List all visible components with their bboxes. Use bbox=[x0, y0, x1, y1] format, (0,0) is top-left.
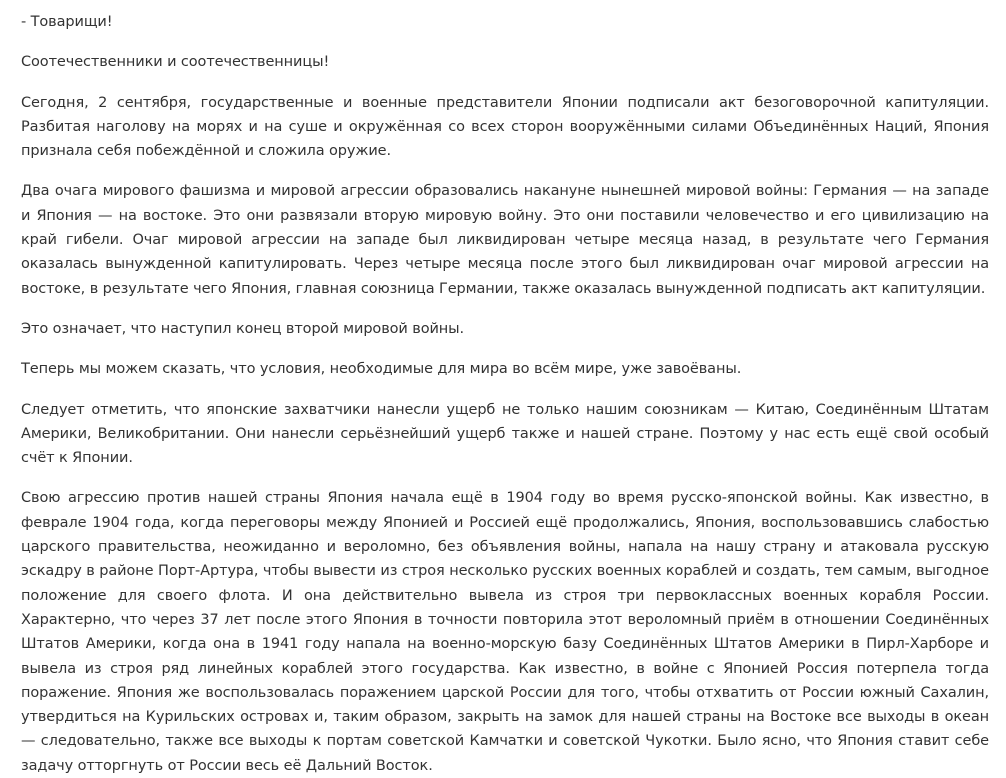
greeting-paragraph: - Товарищи! bbox=[21, 14, 113, 30]
history-paragraph: Свою агрессию против нашей страны Япония начала ещё в 1904 году во время русско-японской войны. Как известно, в феврале 1904 года, когда переговоры между Японией и Россией ещё продолжались, Япония, воспользовавшись слабостью царского правительства, неожиданно и вероломно, без объявления войны, напала на нашу страну и атаковала русскую эскадру в районе Порт-Артура, чтобы вывести из строя несколько русских военных кораблей и создать, тем самым, выгодное положение для своего флота. И она действительно вывела из строя три первоклассных военных корабля России. Характерно, что через 37 лет после этого Япония в точности повторила этот вероломный приём в отношении Соединённых Штатов Америки, когда она в 1941 году напала на военно-морскую базу Соединённых Штатов Америки в Пирл-Харборе и вывела из строя ряд линейных кораблей этого государства. Как известно, в войне с Японией Россия потерпела тогда поражение. Япония же воспользовалась поражением царской России для того, чтобы отхватить от России южный Сахалин, утвердиться на Курильских островах и, таким образом, закрыть на замок для нашей страны на Востоке все выходы в океан — следовательно, также все выходы к портам советской Камчатки и советской Чукотки. Было ясно, что Япония ставит себе задачу отторгнуть от России весь её Дальний Восток. bbox=[21, 490, 989, 774]
address-paragraph: Соотечественники и соотечественницы! bbox=[21, 54, 330, 71]
special-account-paragraph: Следует отметить, что японские захватчики нанесли ущерб не только нашим союзникам — Китаю, Соединённым Штатам Америки, Великобритании. Они нанесли серьёзнейший ущерб также и нашей стране. Поэтому у нас есть ещё свой особый счёт к Японии. bbox=[21, 401, 989, 467]
peace-conditions-paragraph: Теперь мы можем сказать, что условия, необходимые для мира во всём мире, уже завоёваны. bbox=[21, 361, 742, 378]
end-of-war-paragraph: Это означает, что наступил конец второй мировой войны. bbox=[21, 320, 465, 337]
aggression-centers-paragraph: Два очага мирового фашизма и мировой агрессии образовались накануне нынешней мировой войны: Германия — на западе и Япония — на востоке. Это они развязали вторую мировую войну. Это они поставили человечество и его цивилизацию на край гибели. Очаг мировой агрессии на западе был ликвидирован четыре месяца назад, в результате чего Германия оказалась вынужденной капитулировать. Через четыре месяца после этого был ликвидирован очаг мировой агрессии на востоке, в результате чего Япония, главная союзница Германии, также оказалась вынужденной подписать акт капитуляции. bbox=[21, 183, 989, 297]
capitulation-paragraph: Сегодня, 2 сентября, государственные и военные представители Японии подписали акт безоговорочной капитуляции. Разбитая наголову на морях и на суше и окружённая со всех сторон вооружёнными силами Объединённых Наций, Япония признала себя побеждённой и сложила оружие. bbox=[21, 94, 989, 160]
